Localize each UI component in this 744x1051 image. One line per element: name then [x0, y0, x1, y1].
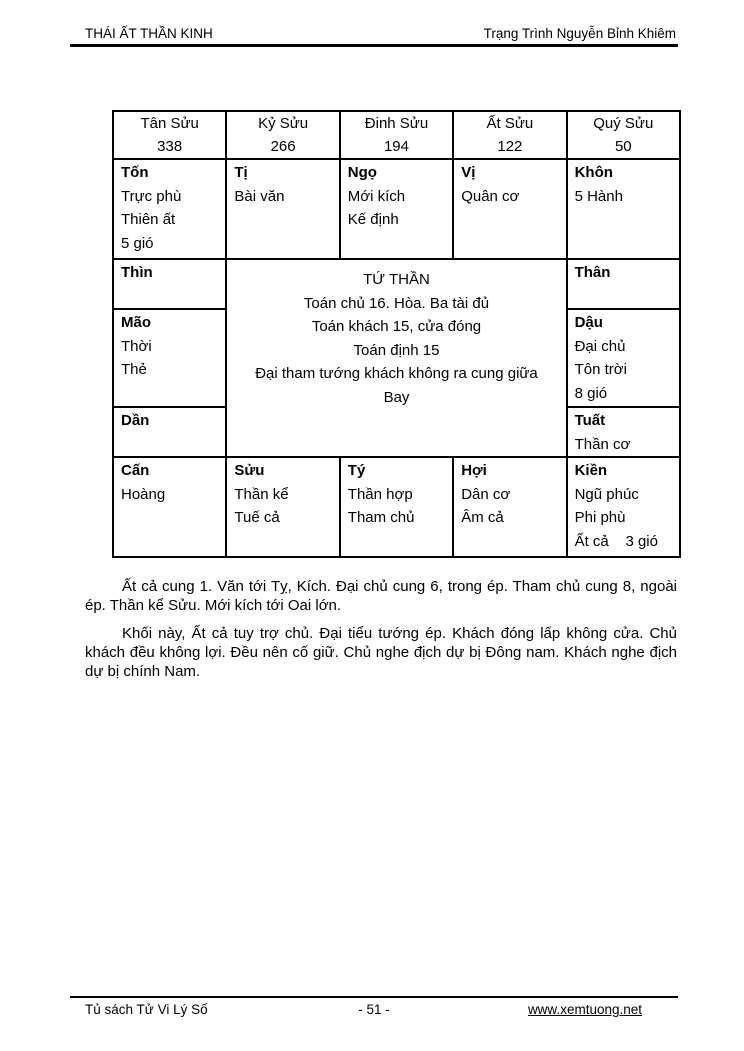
palace-cell-suu [227, 458, 340, 558]
center-line: Toán định 15 [353, 341, 440, 359]
palace-line: Hoàng [121, 485, 166, 503]
palace-cell-than [568, 260, 681, 310]
palace-title: Mão [121, 314, 151, 331]
website-link[interactable]: www.xemtuong.net [527, 1002, 642, 1017]
palace-cell-dau [568, 310, 681, 408]
year-value: 266 [270, 138, 296, 155]
palace-title: Dần [121, 412, 150, 429]
year-label: Kỷ Sửu [258, 115, 309, 132]
palace-title: Tị [234, 164, 248, 181]
thai-at-chart-table [112, 110, 681, 558]
footer-series-title: Tủ sách Tử Vi Lý Số [85, 1002, 208, 1017]
center-summary-cell [227, 260, 567, 458]
book-title: THÁI ẤT THẦN KINH [85, 26, 213, 41]
author-name: Trạng Trình Nguyễn Bỉnh Khiêm [483, 26, 676, 41]
palace-title: Cấn [121, 462, 150, 479]
year-cell [454, 112, 567, 160]
palace-line: Kế định [347, 211, 399, 228]
palace-line: Thần hợp [347, 485, 413, 503]
footer-rule [70, 996, 678, 998]
palace-title: Hợi [461, 462, 487, 479]
palace-line: Quân cơ [461, 187, 520, 205]
palace-title: Khôn [574, 164, 613, 181]
center-line: Đại tham tướng khách không ra cung giữa [255, 365, 538, 382]
year-label: Tân Sửu [140, 115, 199, 132]
palace-line: Trực phù [121, 187, 182, 205]
center-line: Toán khách 15, cửa đóng [311, 318, 482, 335]
palace-cell-hoi [454, 458, 567, 558]
palace-cell-thin [114, 260, 227, 310]
center-line: Toán chủ 16. Hòa. Ba tài đủ [303, 294, 490, 312]
center-line: Bay [383, 388, 410, 406]
palace-cell-mao [114, 310, 227, 408]
palace-line: 8 gió [574, 384, 608, 402]
palace-line: Dân cơ [461, 485, 511, 503]
page-number: - 51 - [358, 1002, 390, 1017]
palace-title: Thân [574, 264, 611, 281]
palace-line: Mới kích [347, 187, 406, 205]
palace-title: Tốn [121, 164, 149, 181]
palace-cell-tuat [568, 408, 681, 458]
palace-title: Vị [461, 164, 476, 181]
palace-line: Thời [121, 337, 152, 355]
palace-line: 5 gió [121, 234, 154, 252]
palace-line: Thiên ất [121, 211, 176, 228]
commentary-paragraph: Khối này, Ất cả tuy trợ chủ. Đại tiểu tướng ép. Khách đóng lấp không cửa. Chủ khách đều không lợi. Đều nên cố giữ. Chủ nghe địch dự bị Đông nam. Khách nghe địch dự bị chính Nam. [85, 625, 677, 680]
palace-cell-ngo [341, 160, 454, 260]
palace-cell-kien [568, 458, 681, 558]
palace-title: Dậu [574, 314, 603, 331]
year-cell [227, 112, 340, 160]
palace-line: Thẻ [121, 361, 147, 378]
palace-line: 5 Hành [574, 187, 623, 205]
year-value: 194 [383, 138, 409, 155]
palace-cell-dan [114, 408, 227, 458]
palace-cell-khon [568, 160, 681, 260]
palace-title: Ngọ [347, 164, 377, 181]
palace-title: Kiền [574, 462, 608, 479]
palace-line: Tôn trời [574, 361, 627, 378]
year-label: Đinh Sửu [364, 115, 429, 132]
year-value: 338 [157, 138, 183, 155]
palace-line: Đại chủ [574, 337, 626, 355]
palace-line: Ất cả 3 gió [574, 532, 658, 550]
palace-title: Tý [347, 462, 366, 479]
year-value: 122 [497, 138, 523, 155]
year-cell [568, 112, 681, 160]
year-label: Ất Sửu [486, 115, 534, 132]
palace-line: Ngũ phúc [574, 485, 639, 503]
palace-line: Bài văn [234, 187, 285, 205]
palace-line: Tham chủ [347, 509, 415, 526]
year-label: Quý Sửu [593, 115, 654, 132]
palace-title: Tuất [574, 412, 606, 429]
palace-line: Tuế cả [234, 509, 280, 526]
commentary-section [85, 577, 677, 690]
header-rule [70, 44, 678, 47]
commentary-paragraph: Ất cả cung 1. Văn tới Tỵ, Kích. Đại chủ cung 6, trong ép. Tham chủ cung 8, ngoài ép. Thần kể Sửu. Mới kích tới Oai lớn. [85, 578, 677, 614]
year-cell [341, 112, 454, 160]
palace-line: Âm cả [461, 509, 504, 526]
palace-line: Phi phù [574, 509, 626, 526]
palace-line: Thần kể [234, 485, 289, 503]
palace-title: Thìn [121, 264, 153, 281]
palace-line: Thần cơ [574, 435, 631, 453]
palace-title: Sửu [234, 462, 265, 479]
year-cell [114, 112, 227, 160]
year-value: 50 [614, 138, 632, 155]
palace-cell-can [114, 458, 227, 558]
center-title: TỨ THẦN [363, 271, 430, 288]
palace-cell-vi [454, 160, 567, 260]
palace-cell-ti [227, 160, 340, 260]
palace-cell-ton [114, 160, 227, 260]
palace-cell-ty [341, 458, 454, 558]
